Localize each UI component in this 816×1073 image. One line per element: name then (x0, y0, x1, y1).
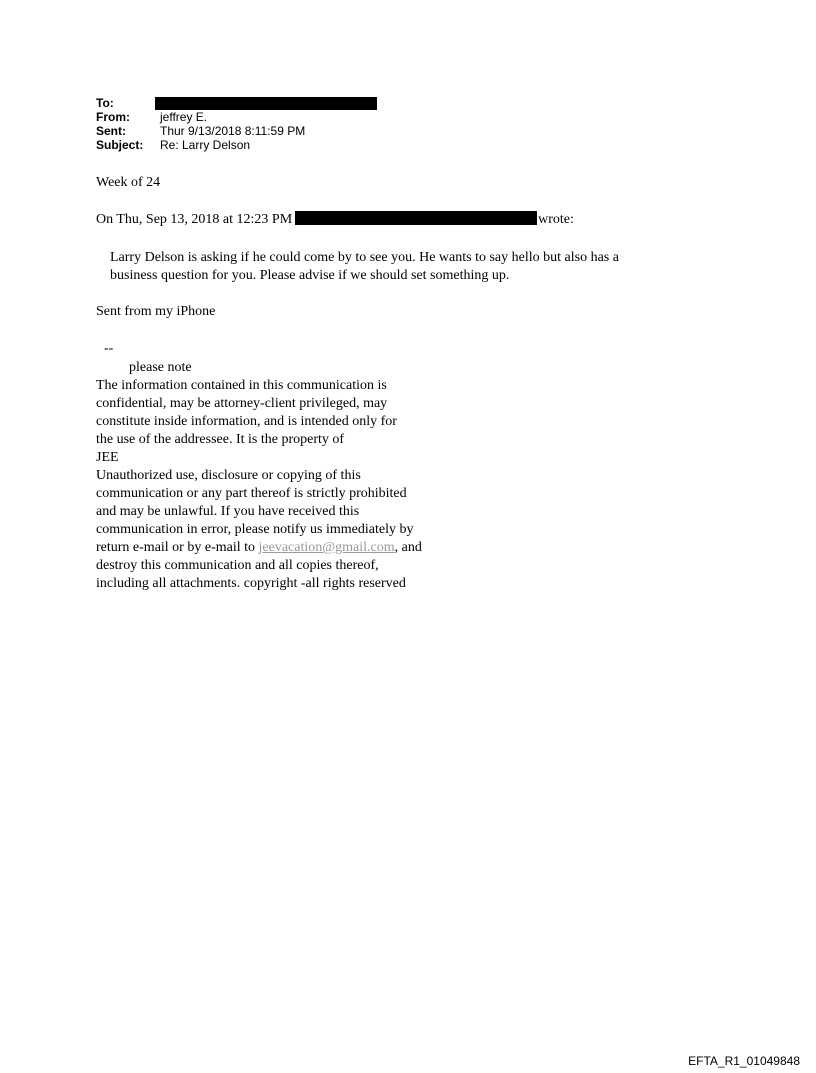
disclaimer-line: Unauthorized use, disclosure or copying of this (96, 468, 361, 483)
subject-label: Subject: (96, 138, 144, 152)
quoted-message-line: Larry Delson is asking if he could come by to see you. He wants to say hello but also has a (110, 250, 619, 265)
to-label: To: (96, 96, 114, 110)
disclaimer-line: confidential, may be attorney-client privileged, may (96, 396, 388, 411)
sent-label: Sent: (96, 124, 126, 138)
email-header (96, 96, 377, 152)
redacted-sender (295, 211, 537, 225)
subject-value: Re: Larry Delson (160, 138, 251, 152)
disclaimer-line: destroy this communication and all copies thereof, (96, 558, 379, 573)
quoted-message-line: business question for you. Please advise if we should set something up. (110, 268, 510, 283)
redacted-recipient (155, 97, 377, 110)
disclaimer-line: JEE (96, 450, 119, 465)
quoted-message (110, 249, 710, 285)
subject-row (96, 138, 377, 152)
quote-intro-suffix: wrote: (538, 212, 574, 227)
disclaimer-line: including all attachments. copyright -all rights reserved (96, 576, 406, 591)
disclaimer-line-prefix: return e-mail or by e-mail to (96, 540, 255, 555)
disclaimer-line: the use of the addressee. It is the property of (96, 432, 345, 447)
from-label: From: (96, 110, 130, 124)
sent-row (96, 124, 377, 138)
disclaimer (96, 377, 422, 593)
reply-text: Week of 24 (96, 175, 161, 190)
quote-intro-prefix: On Thu, Sep 13, 2018 at 12:23 PM (96, 212, 293, 227)
email-link[interactable]: jeevacation@gmail.com (258, 540, 395, 555)
separator: -- (104, 341, 114, 356)
please-note: please note (129, 360, 192, 375)
from-value: jeffrey E. (160, 110, 208, 124)
quote-intro (96, 211, 574, 228)
signature: Sent from my iPhone (96, 304, 216, 319)
disclaimer-line-suffix: , and (394, 540, 422, 555)
to-row (96, 96, 377, 110)
disclaimer-line: communication in error, please notify us immediately by (96, 522, 414, 537)
disclaimer-line: communication or any part thereof is strictly prohibited (96, 486, 407, 501)
from-row (96, 110, 377, 124)
disclaimer-line: constitute inside information, and is intended only for (96, 414, 397, 429)
disclaimer-line: and may be unlawful. If you have received this (96, 504, 360, 519)
sent-value: Thur 9/13/2018 8:11:59 PM (160, 124, 306, 138)
disclaimer-line (96, 539, 422, 557)
document-id: EFTA_R1_01049848 (688, 1054, 800, 1068)
disclaimer-line: The information contained in this communication is (96, 378, 387, 393)
